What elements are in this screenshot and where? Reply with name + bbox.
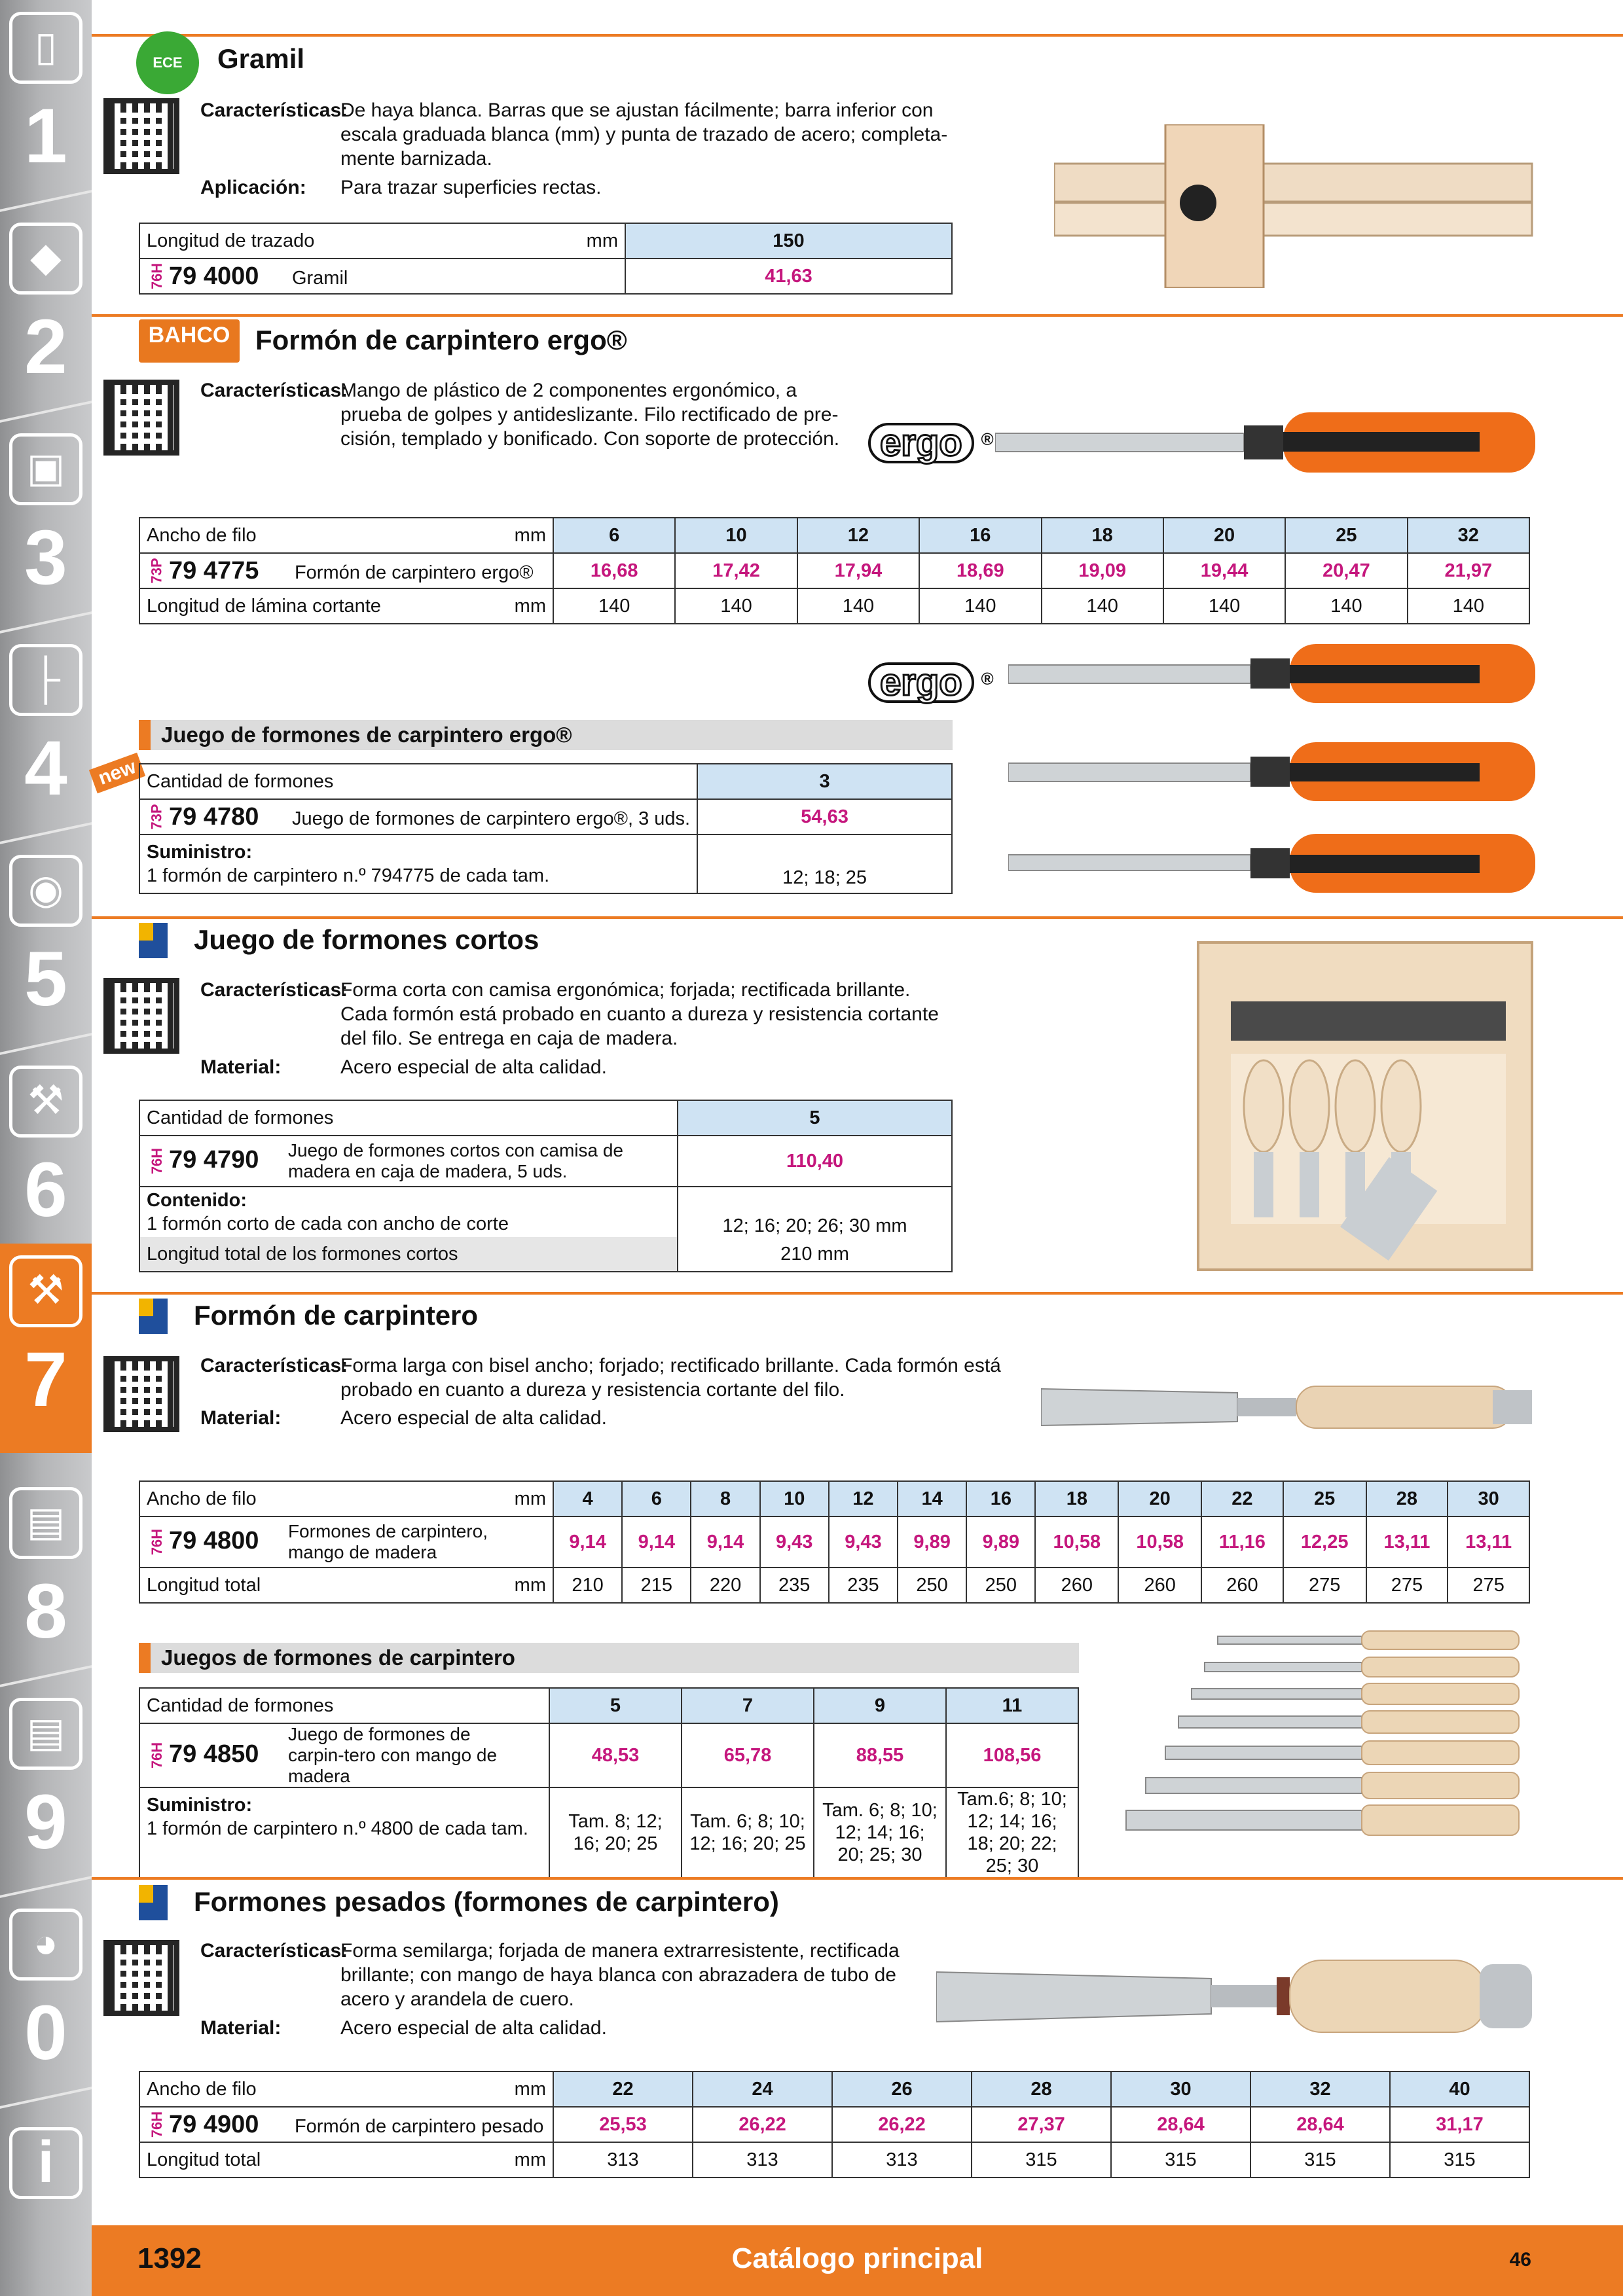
- marking-gauge-image: [1054, 124, 1539, 288]
- short-chisel-set-image: [1192, 916, 1539, 1276]
- section-title-gramil: Gramil: [217, 43, 305, 74]
- chapter-tab-3[interactable]: ▣ 3: [0, 422, 92, 631]
- article-number: 73P 79 4780 Juego de formones de carpintero ergo®, 3 uds.: [139, 799, 697, 834]
- chapter-tab-4[interactable]: ├ 4: [0, 632, 92, 842]
- article-number: 76H 79 4850 Juego de formones de carpin-tero con mango de madera: [139, 1723, 549, 1787]
- workbench-icon: ▤: [9, 1698, 82, 1770]
- juegos-table: Cantidad de formones 5 7 9 11 76H 79 4850 Juego de formones de carpin-tero con mango de madera 48,53 65,78 88,55 108,56 Suministro: 1 formón de carpintero n.º 4800 de cada tam. Tam. 8; 12; 16; 20; 25 Tam. 6; 8; 10; 12; 16; 20; 25 Tam. 6; 8; 10; 12; 14; 16; 20; 25; 30 Tam.6; 8; 10; 12; 14; 16; 18; 20; 22; 25; 30: [139, 1687, 1079, 1878]
- article-number: 76H 79 4000 Gramil: [139, 259, 513, 294]
- hand-tools-icon: ⚒: [9, 1255, 82, 1327]
- chapter-tab-2[interactable]: ◆ 2: [0, 211, 92, 420]
- mc-logo: [139, 1299, 168, 1334]
- qr-code[interactable]: [103, 98, 179, 174]
- section-title-pesados: Formones pesados (formones de carpintero): [194, 1886, 779, 1917]
- qr-code[interactable]: [103, 1356, 179, 1432]
- mc-logo: [139, 1885, 168, 1920]
- ergo-logo: ergo ®: [868, 423, 974, 463]
- subsection-ergo-set: Juego de formones de carpintero ergo®: [139, 720, 953, 750]
- gramil-table: Longitud de trazado mm 150 76H 79 4000 Gramil 41,63: [139, 223, 953, 295]
- ergo-set-table: Cantidad de formones 3 73P 79 4780 Juego de formones de carpintero ergo®, 3 uds. 54,63 Suministro: 1 formón de carpintero n.º 794775 de cada tam. 12; 18; 25: [139, 763, 953, 894]
- chapter-tab-info[interactable]: [0, 2108, 92, 2225]
- chapter-tab-0[interactable]: ◕ 0: [0, 1897, 92, 2106]
- chuck-icon: ▣: [9, 433, 82, 505]
- caliper-icon: ├: [9, 644, 82, 716]
- saw-disc-icon: ◉: [9, 855, 82, 927]
- section-title-ergo: Formón de carpintero ergo®: [255, 325, 627, 355]
- new-badge: new: [89, 753, 146, 794]
- chapter-sidebar: [0, 0, 92, 2296]
- gramil-description: Características: De haya blanca. Barras que se ajustan fácilmente; barra inferior con escala graduada blanca (mm) y punta de trazado de acero; completa-mente barnizada. Aplicación: Para trazar superficies rectas.: [200, 99, 948, 198]
- page-footer: [92, 2225, 1623, 2296]
- chapter-tab-1[interactable]: ▯ 1: [0, 0, 92, 209]
- info-icon: i: [9, 2127, 82, 2199]
- carpenter-chisel-image: [1041, 1381, 1539, 1433]
- chisel-set-image: [1100, 1630, 1545, 1852]
- wrench-icon: ⚒: [9, 1066, 82, 1138]
- ergo-chisel-image: [995, 406, 1539, 478]
- article-number: 76H 79 4790 Juego de formones cortos con camisa de madera en caja de madera, 5 uds.: [139, 1136, 678, 1187]
- pesados-table: Ancho de filo mm 22 24 26 28 30 32 40 76H 79 4900 Formón de carpintero pesado 25,53 26,22 26,22 27,37 28,64 28,64 31,17 Longitud total mm 313 313 313 315 315 315 315: [139, 2071, 1530, 2178]
- mc-logo: [139, 923, 168, 958]
- chapter-tab-9[interactable]: ▤ 9: [0, 1686, 92, 1895]
- cortos-table: Cantidad de formones 5 76H 79 4790 Juego de formones cortos con camisa de madera en caja de madera, 5 uds. 110,40 Contenido: 1 formón corto de cada con ancho de corte 12; 16; 20; 26; 30 mm Longitud total de los formones cortos 210 mm: [139, 1100, 953, 1272]
- drill-bit-icon: ▯: [9, 12, 82, 84]
- subsection-juegos: Juegos de formones de carpintero: [139, 1643, 1079, 1673]
- ergo-description: Características: Mango de plástico de 2 componentes ergonómico, a prueba de golpes y antideslizante. Filo rectificado de pre-cisión, templado y bonificado. Con soporte de protección.: [200, 380, 840, 450]
- ece-logo: ECE: [136, 31, 199, 94]
- safety-glasses-icon: ◕: [9, 1909, 82, 1981]
- ergo-logo: ergo ®: [868, 662, 974, 703]
- qr-code[interactable]: [103, 1940, 179, 2016]
- page-number: 1392: [137, 2242, 202, 2274]
- section-title-cortos: Juego de formones cortos: [194, 924, 539, 955]
- chapter-tab-6[interactable]: ⚒ 6: [0, 1054, 92, 1263]
- heavy-chisel-image: [936, 1954, 1539, 2039]
- chapter-tab-5[interactable]: ◉ 5: [0, 843, 92, 1052]
- chapter-tab-8[interactable]: ▤ 8: [0, 1475, 92, 1685]
- qr-code[interactable]: [103, 380, 179, 456]
- article-number: 73P 79 4775 Formón de carpintero ergo®: [139, 553, 553, 588]
- bahco-logo: BAHCO: [139, 319, 240, 363]
- pesados-description: Características: Forma semilarga; forjada de manera extrarresistente, rectificada brillante; con mango de haya blanca con abrazadera de tubo de acero y arandela de cuero. Material: Acero especial de alta calidad.: [200, 1940, 900, 2039]
- tool-case-icon: ▤: [9, 1487, 82, 1559]
- qr-code[interactable]: [103, 978, 179, 1054]
- ergo-table: Ancho de filo mm 6 10 12 16 18 20 25 32 73P 79 4775 Formón de carpintero ergo® 16,68 17,42 17,94 18,69 19,09 19,44 20,47 21,97 Longitud de lámina cortante mm 140 140 140 140 140 140 140 140: [139, 517, 1530, 624]
- article-number: 76H 79 4900 Formón de carpintero pesado: [139, 2107, 553, 2142]
- catalog-title: Catálogo principal: [731, 2242, 983, 2274]
- article-number: 76H 79 4800 Formones de carpintero, mango de madera: [139, 1516, 553, 1568]
- insert-icon: ◆: [9, 223, 82, 295]
- chapter-tab-7[interactable]: ⚒ 7: [0, 1244, 92, 1453]
- section-title-carpintero: Formón de carpintero: [194, 1300, 479, 1331]
- carpintero-description: Características: Forma larga con bisel ancho; forjado; rectificado brillante. Cada formón está probado en cuanto a dureza y resistencia cortante del filo. Material: Acero especial de alta calidad.: [200, 1355, 1001, 1429]
- carpintero-table: Ancho de filo mm 4 6 8 10 12 14 16 18 20 22 25 28 30 76H 79 4800 Formones de carpintero, mango de madera 9,14 9,14 9,14 9,43 9,43 9,89 9,89 10,58 10,58 11,16 12,25 13,11 13,11 Longitud total mm 210 215 220 235 235 250 250 260 260 260 275 275 275: [139, 1480, 1530, 1604]
- ergo-chisel-set-image: [1008, 641, 1539, 903]
- cortos-description: Características: Forma corta con camisa ergonómica; forjada; rectificada brillante. Cada formón está probado en cuanto a dureza y resistencia cortante del filo. Se entrega en caja de madera. Material: Acero especial de alta calidad.: [200, 979, 939, 1078]
- footer-number: 46: [1509, 2249, 1531, 2270]
